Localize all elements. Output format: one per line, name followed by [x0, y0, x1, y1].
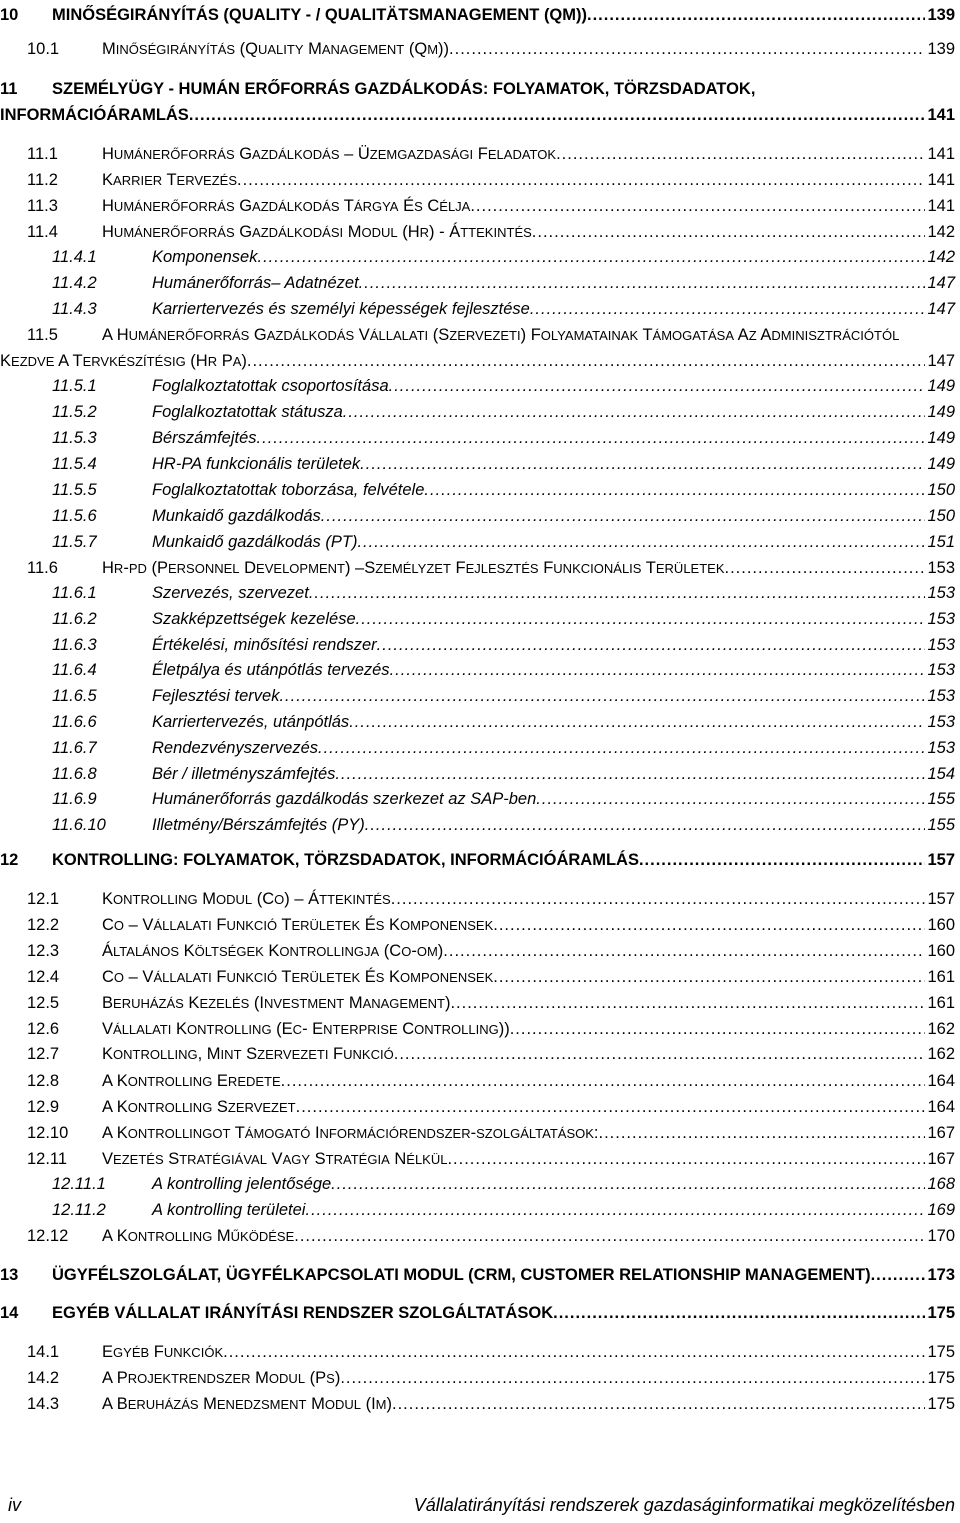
toc-entry-number: 12.4	[27, 968, 60, 986]
toc-entry-number: 11.5.2	[52, 403, 97, 421]
toc-leader-dots	[343, 401, 926, 423]
toc-entry-title: EGYÉB VÁLLALAT IRÁNYÍTÁSI RENDSZER SZOLGÁLTATÁSOK	[52, 1304, 554, 1322]
toc-entry-number: 11.5.7	[52, 533, 97, 551]
toc-entry-page: 147	[927, 300, 955, 318]
toc-leader-dots	[449, 38, 925, 60]
toc-leader-dots	[389, 375, 926, 397]
toc-entry-title: HUMÁNERŐFORRÁS GAZDÁLKODÁSI MODUL (HR) - ÁTTEKINTÉS	[102, 223, 532, 241]
toc-entry[interactable]	[0, 1148, 955, 1170]
toc-entry-page: 175	[927, 1369, 955, 1387]
toc-leader-dots	[318, 737, 925, 759]
toc-entry-page: 170	[927, 1227, 955, 1245]
toc-entry-page: 142	[927, 248, 955, 266]
toc-entry-title: KONTROLLING MODUL (CO) – ÁTTEKINTÉS	[102, 890, 391, 908]
footer-book-title: Vállalatirányítási rendszerek gazdaságinformatikai megközelítésben	[413, 1495, 955, 1515]
toc-entry[interactable]	[0, 1173, 955, 1195]
toc-entry-number: 11.4	[27, 223, 58, 241]
toc-entry-page: 173	[927, 1266, 955, 1284]
toc-entry-title-line1: A HUMÁNERŐFORRÁS GAZDÁLKODÁS VÁLLALATI (SZERVEZETI) FOLYAMATAINAK TÁMOGATÁSA AZ ADMINISZTRÁCIÓTÓL	[102, 326, 900, 344]
toc-leader-dots	[294, 1225, 925, 1247]
toc-entry-page: 155	[927, 790, 955, 808]
toc-entry-page: 164	[927, 1098, 955, 1116]
toc-entry-number: 12.11.1	[52, 1175, 106, 1193]
toc-entry-number: 14	[0, 1304, 19, 1322]
toc-leader-dots	[493, 966, 925, 988]
toc-entry-number: 11.4.3	[52, 300, 97, 318]
toc-entry-first-line	[0, 78, 755, 100]
toc-entry-title: Illetmény/Bérszámfejtés (PY)	[152, 816, 365, 834]
toc-entry[interactable]	[0, 685, 955, 707]
toc-entry-page: 153	[927, 687, 955, 705]
toc-entry-number: 11.5.3	[52, 429, 97, 447]
toc-entry-title: A kontrolling jelentősége	[152, 1175, 332, 1193]
toc-entry-number: 11.2	[27, 171, 58, 189]
toc-leader-dots	[639, 849, 926, 871]
toc-entry[interactable]	[0, 350, 955, 372]
toc-entry-page: 149	[927, 403, 955, 421]
toc-entry-number: 12.11	[27, 1150, 68, 1168]
toc-entry-title: A KONTROLLINGOT TÁMOGATÓ INFORMÁCIÓRENDSZER-SZOLGÁLTATÁSOK:	[102, 1124, 599, 1142]
toc-entry-page: 153	[927, 661, 955, 679]
toc-leader-dots	[223, 1341, 925, 1363]
toc-entry-title: INFORMÁCIÓÁRAMLÁS	[0, 106, 189, 124]
toc-entry[interactable]	[0, 1341, 955, 1363]
toc-entry-page: 153	[927, 610, 955, 628]
toc-entry-title: ÜGYFÉLSZOLGÁLAT, ÜGYFÉLKAPCSOLATI MODUL (CRM, CUSTOMER RELATIONSHIP MANAGEMENT)	[52, 1266, 871, 1284]
toc-entry-page: 153	[927, 636, 955, 654]
toc-entry-page: 142	[927, 223, 955, 241]
toc-leader-dots	[530, 298, 926, 320]
toc-leader-dots	[391, 888, 926, 910]
toc-entry-number: 11.5.4	[52, 455, 97, 473]
toc-entry-title: CO – VÁLLALATI FUNKCIÓ TERÜLETEK ÉS KOMPONENSEK	[102, 916, 494, 934]
toc-entry-number: 12.3	[27, 942, 60, 960]
toc-entry[interactable]	[0, 1264, 955, 1286]
toc-entry-title: HUMÁNERŐFORRÁS GAZDÁLKODÁS TÁRGYA ÉS CÉLJA	[102, 197, 471, 215]
toc-entry[interactable]	[0, 711, 955, 733]
toc-entry[interactable]	[0, 4, 955, 26]
toc-entry-number: 11.6.9	[52, 790, 97, 808]
toc-entry-page: 175	[927, 1395, 955, 1413]
page-footer	[0, 1495, 955, 1519]
toc-leader-dots	[493, 914, 925, 936]
toc-entry-number: 12.2	[27, 916, 60, 934]
toc-entry-number: 10.1	[27, 40, 60, 58]
toc-entry-title: HR-PD (PERSONNEL DEVELOPMENT) –SZEMÉLYZET FEJLESZTÉS FUNKCIONÁLIS TERÜLETEK	[102, 559, 725, 577]
toc-entry-title: Karriertervezés és személyi képességek fejlesztése	[152, 300, 530, 318]
toc-entry-page: 161	[927, 994, 955, 1012]
toc-leader-dots	[335, 763, 925, 785]
toc-entry-title: KONTROLLING: FOLYAMATOK, TÖRZSDADATOK, INFORMÁCIÓÁRAMLÁS	[52, 851, 639, 869]
toc-entry-number: 12.6	[27, 1020, 60, 1038]
toc-entry-title: Foglalkoztatottak csoportosítása	[152, 377, 389, 395]
toc-entry-page: 161	[927, 968, 955, 986]
toc-leader-dots	[237, 169, 925, 191]
toc-entry-number: 11.6	[27, 559, 58, 577]
toc-entry[interactable]	[0, 1122, 955, 1144]
toc-entry-page: 153	[927, 559, 955, 577]
toc-entry-page: 141	[927, 145, 955, 163]
toc-entry-number: 12.5	[27, 994, 60, 1012]
toc-leader-dots	[424, 479, 925, 501]
toc-entry-title: HUMÁNERŐFORRÁS GAZDÁLKODÁS – ÜZEMGAZDASÁGI FELADATOK	[102, 145, 557, 163]
toc-entry-title: A KONTROLLING SZERVEZET	[102, 1098, 296, 1116]
toc-entry-number: 11.1	[27, 145, 58, 163]
toc-entry-title: Szervezés, szervezet	[152, 584, 309, 602]
toc-entry-page: 141	[927, 197, 955, 215]
toc-entry-number: 14.3	[27, 1395, 60, 1413]
toc-entry-title: KARRIER TERVEZÉS	[102, 171, 238, 189]
toc-leader-dots	[447, 1148, 925, 1170]
toc-entry[interactable]	[0, 453, 955, 475]
toc-leader-dots	[443, 940, 925, 962]
toc-entry-number: 12.10	[27, 1124, 69, 1142]
toc-leader-dots	[357, 531, 925, 553]
toc-entry-number: 11.6.8	[52, 765, 97, 783]
toc-entry-number: 11.5.5	[52, 481, 97, 499]
toc-entry[interactable]	[0, 505, 955, 527]
toc-entry-title: A BERUHÁZÁS MENEDZSMENT MODUL (IM)	[102, 1395, 392, 1413]
toc-entry-page: 150	[927, 481, 955, 499]
toc-leader-dots	[331, 1173, 925, 1195]
toc-leader-dots	[356, 608, 926, 630]
toc-entry[interactable]	[0, 888, 955, 910]
toc-entry-page: 157	[927, 890, 955, 908]
toc-entry-title: KEZDVE A TERVKÉSZÍTÉSIG (HR PA)	[0, 352, 247, 370]
toc-entry-title: ÁLTALÁNOS KÖLTSÉGEK KONTROLLINGJA (CO-OM)	[102, 942, 444, 960]
toc-entry[interactable]	[0, 788, 955, 810]
toc-leader-dots	[553, 1302, 925, 1324]
toc-entry-title: Életpálya és utánpótlás tervezés	[152, 661, 390, 679]
toc-entry-number: 11.6.7	[52, 739, 97, 757]
toc-leader-dots	[257, 427, 926, 449]
toc-entry-page: 154	[927, 765, 955, 783]
toc-leader-dots	[189, 104, 926, 126]
toc-entry[interactable]	[0, 1367, 955, 1389]
toc-entry-page: 141	[927, 171, 955, 189]
toc-entry-number: 14.2	[27, 1369, 60, 1387]
toc-entry-title: A KONTROLLING EREDETE	[102, 1072, 281, 1090]
toc-entry-title: Rendezvényszervezés	[152, 739, 318, 757]
toc-entry[interactable]	[0, 992, 955, 1014]
toc-entry[interactable]	[0, 143, 955, 165]
toc-entry[interactable]	[0, 427, 955, 449]
toc-entry-page: 160	[927, 942, 955, 960]
toc-entry-number: 11.6.5	[52, 687, 97, 705]
toc-entry[interactable]	[0, 272, 955, 294]
toc-entry[interactable]	[0, 914, 955, 936]
toc-leader-dots	[390, 659, 926, 681]
toc-entry-number: 11.3	[27, 197, 58, 215]
toc-entry[interactable]	[0, 169, 955, 191]
toc-entry[interactable]	[0, 531, 955, 553]
toc-entry-title: Foglalkoztatottak státusza	[152, 403, 343, 421]
toc-entry-number: 10	[0, 6, 19, 24]
toc-entry[interactable]	[0, 221, 955, 243]
toc-entry[interactable]	[0, 557, 955, 579]
toc-entry-page: 155	[927, 816, 955, 834]
toc-entry-title-line1: SZEMÉLYÜGY - HUMÁN ERŐFORRÁS GAZDÁLKODÁS: FOLYAMATOK, TÖRZSDADATOK,	[52, 80, 756, 98]
toc-entry-page: 162	[927, 1045, 955, 1063]
toc-entry-title: Karriertervezés, utánpótlás	[152, 713, 350, 731]
toc-entry-title: Szakképzettségek kezelése	[152, 610, 356, 628]
toc-leader-dots	[279, 685, 925, 707]
toc-entry-title: CO – VÁLLALATI FUNKCIÓ TERÜLETEK ÉS KOMPONENSEK	[102, 968, 494, 986]
toc-entry[interactable]	[0, 966, 955, 988]
toc-leader-dots	[360, 453, 925, 475]
toc-leader-dots	[296, 1096, 926, 1118]
toc-entry[interactable]	[0, 401, 955, 423]
toc-entry[interactable]	[0, 104, 955, 126]
toc-entry-title: A PROJEKTRENDSZER MODUL (PS)	[102, 1369, 341, 1387]
toc-entry-number: 11.6.1	[52, 584, 97, 602]
toc-entry-page: 149	[927, 455, 955, 473]
toc-entry[interactable]	[0, 375, 955, 397]
toc-entry[interactable]	[0, 849, 955, 871]
toc-leader-dots	[392, 1393, 925, 1415]
toc-entry[interactable]	[0, 1018, 955, 1040]
toc-entry-page: 175	[927, 1304, 955, 1322]
toc-entry-title: VEZETÉS STRATÉGIÁVAL VAGY STRATÉGIA NÉLKÜL	[102, 1150, 448, 1168]
toc-leader-dots	[258, 246, 926, 268]
toc-entry-page: 149	[927, 377, 955, 395]
toc-entry-title: Humánerőforrás gazdálkodás szerkezet az SAP-ben	[152, 790, 537, 808]
toc-entry-title: MINŐSÉGIRÁNYÍTÁS (QUALITY - / QUALITÄTSMANAGEMENT (QM))	[52, 6, 588, 24]
toc-leader-dots	[349, 711, 925, 733]
toc-entry[interactable]	[0, 246, 955, 268]
toc-entry[interactable]	[0, 737, 955, 759]
toc-entry[interactable]	[0, 298, 955, 320]
toc-entry-title: HR-PA funkcionális területek	[152, 455, 361, 473]
toc-entry-number: 12.7	[27, 1045, 60, 1063]
toc-leader-dots	[532, 221, 926, 243]
toc-leader-dots	[377, 634, 926, 656]
toc-leader-dots	[450, 992, 925, 1014]
toc-entry-page: 164	[927, 1072, 955, 1090]
toc-entry-page: 175	[927, 1343, 955, 1361]
toc-entry-page: 139	[927, 6, 955, 24]
toc-entry-number: 11.4.1	[52, 248, 97, 266]
toc-entry-title: Értékelési, minősítési rendszer	[152, 636, 377, 654]
toc-entry-page: 168	[927, 1175, 955, 1193]
toc-entry-number: 12.9	[27, 1098, 60, 1116]
toc-entry-number: 12	[0, 851, 19, 869]
toc-entry[interactable]	[0, 814, 955, 836]
toc-leader-dots	[556, 143, 925, 165]
toc-leader-dots	[305, 1199, 925, 1221]
toc-leader-dots	[365, 814, 926, 836]
toc-entry-page: 147	[927, 274, 955, 292]
toc-entry[interactable]	[0, 1043, 955, 1065]
toc-leader-dots	[871, 1264, 926, 1286]
toc-entry[interactable]	[0, 38, 955, 60]
toc-leader-dots	[359, 272, 926, 294]
toc-entry-page: 151	[927, 533, 955, 551]
toc-leader-dots	[321, 505, 926, 527]
toc-leader-dots	[725, 557, 926, 579]
toc-entry-number: 11.6.3	[52, 636, 97, 654]
toc-entry-title: BERUHÁZÁS KEZELÉS (INVESTMENT MANAGEMENT)	[102, 994, 451, 1012]
toc-entry-page: 153	[927, 739, 955, 757]
toc-entry-number: 11	[0, 80, 18, 98]
toc-entry-title: VÁLLALATI KONTROLLING (EC- ENTERPRISE CONTROLLING))	[102, 1020, 510, 1038]
toc-entry-number: 14.1	[27, 1343, 60, 1361]
toc-entry-number: 11.5.6	[52, 507, 97, 525]
toc-entry-page: 153	[927, 584, 955, 602]
toc-entry[interactable]	[0, 659, 955, 681]
toc-entry[interactable]	[0, 479, 955, 501]
toc-entry-title: Komponensek	[152, 248, 258, 266]
toc-entry-page: 150	[927, 507, 955, 525]
toc-entry-title: A KONTROLLING MŰKÖDÉSE	[102, 1227, 295, 1245]
toc-entry-title: Humánerőforrás– Adatnézet	[152, 274, 359, 292]
toc-entry-number: 13	[0, 1266, 19, 1284]
toc-entry[interactable]	[0, 763, 955, 785]
toc-entry-number: 11.5	[27, 326, 58, 344]
toc-entry-number: 11.5.1	[52, 377, 97, 395]
toc-entry[interactable]	[0, 1070, 955, 1092]
toc-entry[interactable]	[0, 1393, 955, 1415]
toc-entry-number: 11.6.10	[52, 816, 106, 834]
toc-entry-number: 11.4.2	[52, 274, 97, 292]
toc-entry-title: Foglalkoztatottak toborzása, felvétele	[152, 481, 425, 499]
toc-entry[interactable]	[0, 582, 955, 604]
toc-entry[interactable]	[0, 195, 955, 217]
toc-leader-dots	[281, 1070, 926, 1092]
toc-entry[interactable]	[0, 1096, 955, 1118]
toc-entry-title: Bérszámfejtés	[152, 429, 257, 447]
toc-entry-page: 139	[927, 40, 955, 58]
toc-entry-number: 11.6.4	[52, 661, 97, 679]
toc-leader-dots	[587, 4, 925, 26]
toc-leader-dots	[510, 1018, 926, 1040]
toc-entry-number: 12.11.2	[52, 1201, 106, 1219]
toc-entry-page: 147	[927, 352, 955, 370]
toc-leader-dots	[247, 350, 926, 372]
toc-leader-dots	[470, 195, 925, 217]
toc-leader-dots	[599, 1122, 926, 1144]
toc-entry-page: 162	[927, 1020, 955, 1038]
toc-entry-title: Bér / illetményszámfejtés	[152, 765, 336, 783]
toc-entry-page: 157	[927, 851, 955, 869]
toc-entry-title: KONTROLLING, MINT SZERVEZETI FUNKCIÓ	[102, 1045, 394, 1063]
toc-entry-page: 153	[927, 713, 955, 731]
toc-entry[interactable]	[0, 608, 955, 630]
toc-entry-page: 149	[927, 429, 955, 447]
toc-entry-page: 167	[927, 1150, 955, 1168]
toc-leader-dots	[536, 788, 925, 810]
toc-leader-dots	[394, 1043, 926, 1065]
toc-entry[interactable]	[0, 634, 955, 656]
toc-entry-title: Munkaidő gazdálkodás (PT)	[152, 533, 358, 551]
toc-entry[interactable]	[0, 1199, 955, 1221]
toc-entry[interactable]	[0, 1302, 955, 1324]
toc-entry-title: Munkaidő gazdálkodás	[152, 507, 321, 525]
toc-entry-title: MINŐSÉGIRÁNYÍTÁS (QUALITY MANAGEMENT (QM))	[102, 40, 450, 58]
toc-entry[interactable]	[0, 1225, 955, 1247]
toc-entry[interactable]	[0, 940, 955, 962]
footer-page-number: iv	[8, 1495, 21, 1515]
toc-entry-number: 12.1	[27, 890, 60, 908]
toc-entry-page: 167	[927, 1124, 955, 1142]
toc-entry-number: 11.6.2	[52, 610, 97, 628]
toc-entry-page: 141	[927, 106, 955, 124]
toc-entry-title: EGYÉB FUNKCIÓK	[102, 1343, 224, 1361]
toc-entry-first-line	[27, 324, 899, 347]
toc-entry-page: 169	[927, 1201, 955, 1219]
toc-entry-number: 11.6.6	[52, 713, 97, 731]
toc-entry-title: Fejlesztési tervek	[152, 687, 280, 705]
toc-entry-number: 12.8	[27, 1072, 60, 1090]
toc-entry-number: 12.12	[27, 1227, 69, 1245]
toc-leader-dots	[309, 582, 926, 604]
toc-entry-title: A kontrolling területei	[152, 1201, 306, 1219]
toc-leader-dots	[340, 1367, 925, 1389]
toc-entry-page: 160	[927, 916, 955, 934]
